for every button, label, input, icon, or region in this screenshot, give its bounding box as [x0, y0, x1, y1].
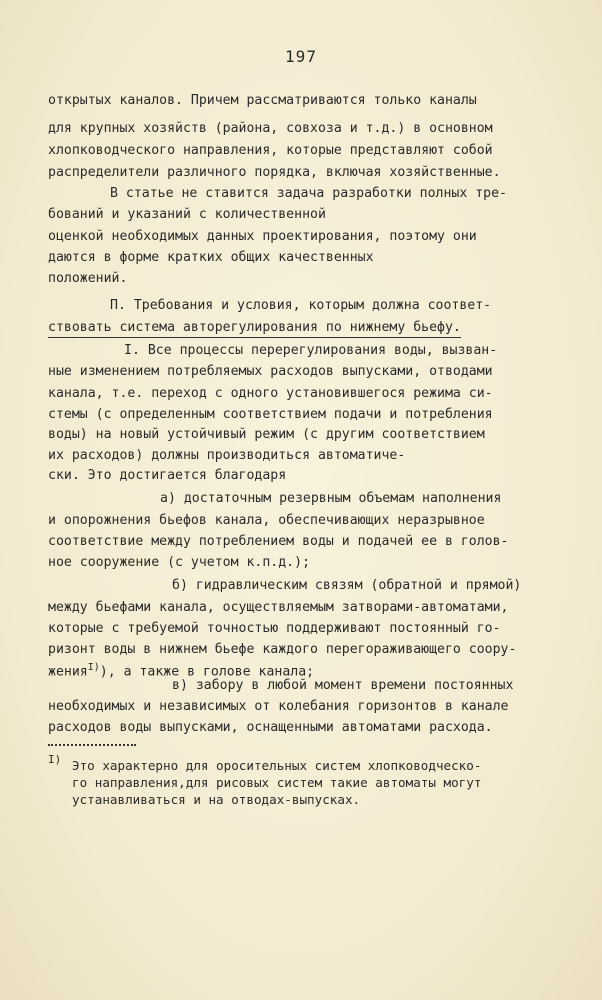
word-fragment: жения: [48, 664, 88, 680]
text-line: положений.: [48, 271, 128, 286]
text-line: хлопководческого направления, которые представляют собой: [48, 143, 493, 158]
text-line: открытых каналов. Причем рассматриваются только каналы: [48, 93, 477, 108]
page-number: 197: [285, 47, 317, 66]
text-line: необходимых и независимых от колебания горизонтов в канале: [48, 699, 509, 714]
text-line: канала, т.е. переход с одного установившегося режима си-: [48, 386, 493, 401]
list-item-c: в) забору в любой момент времени постоянных: [172, 678, 514, 693]
text-line: I. Все процессы перерегулирования воды, вызван-: [124, 343, 498, 358]
text-line: ски. Это достигается благодаря: [48, 468, 287, 483]
line-remainder: ), а также в голове канала;: [99, 664, 315, 680]
list-item-b: б) гидравлическим связям (обратной и прямой): [172, 578, 522, 593]
text-line: ризонт воды в нижнем бьефе каждого перегораживающего соору-: [48, 642, 517, 657]
footnote-separator: [48, 744, 136, 746]
footnote-line: устанавливаться и на отводах-выпусках.: [72, 792, 361, 807]
text-line: стемы (с определенным соответствием подачи и потребления: [48, 407, 493, 422]
text-line: распределители различного порядка, включая хозяйственные.: [48, 165, 501, 180]
text-line: которые с требуемой точностью поддерживают постоянный го-: [48, 621, 501, 636]
section-heading-line: ствовать система авторегулирования по нижнему бьефу.: [48, 320, 461, 338]
footnote-line: го направления,для рисовых систем такие автоматы могут: [72, 775, 482, 790]
footnote-marker: I): [48, 753, 62, 766]
text-line: ное сооружение (с учетом к.п.д.);: [48, 555, 311, 570]
text-line: их расходов) должны производиться автоматиче-: [48, 448, 406, 463]
text-line: расходов воды выпусками, оснащенными автоматами расхода.: [48, 720, 493, 735]
spaced-phrase: бований и указаний с количественной: [48, 207, 326, 222]
text-line: ные изменением потребляемых расходов выпусками, отводами: [48, 364, 493, 379]
text-line: соответствие между потреблением воды и подачей ее в голов-: [48, 534, 509, 549]
text-line: воды) на новый устойчивый режим (с другим соответствием: [48, 427, 485, 442]
text-line: между бьефами канала, осуществляемым затворами-автоматами,: [48, 600, 509, 615]
text-line: и опорожнения бьефов канала, обеспечивающих неразрывное: [48, 513, 485, 528]
footnote-ref: I): [87, 662, 100, 673]
text-line: оценкой необходимых данных проектирования, поэтому они: [48, 229, 477, 244]
list-item-a: а) достаточным резервным объемам наполнения: [160, 491, 502, 506]
text-line: для крупных хозяйств (района, совхоза и т.д.) в основном: [48, 121, 493, 136]
section-heading-line: П. Требования и условия, которым должна соответ-: [110, 298, 492, 313]
footnote-line: Это характерно для оросительных систем хлопководческо-: [72, 758, 482, 773]
text-line: даются в форме кратких общих качественных: [48, 250, 374, 265]
text-line: В статье не ставится задача разработки полных тре-: [110, 186, 507, 201]
text-line: [48, 207, 326, 223]
